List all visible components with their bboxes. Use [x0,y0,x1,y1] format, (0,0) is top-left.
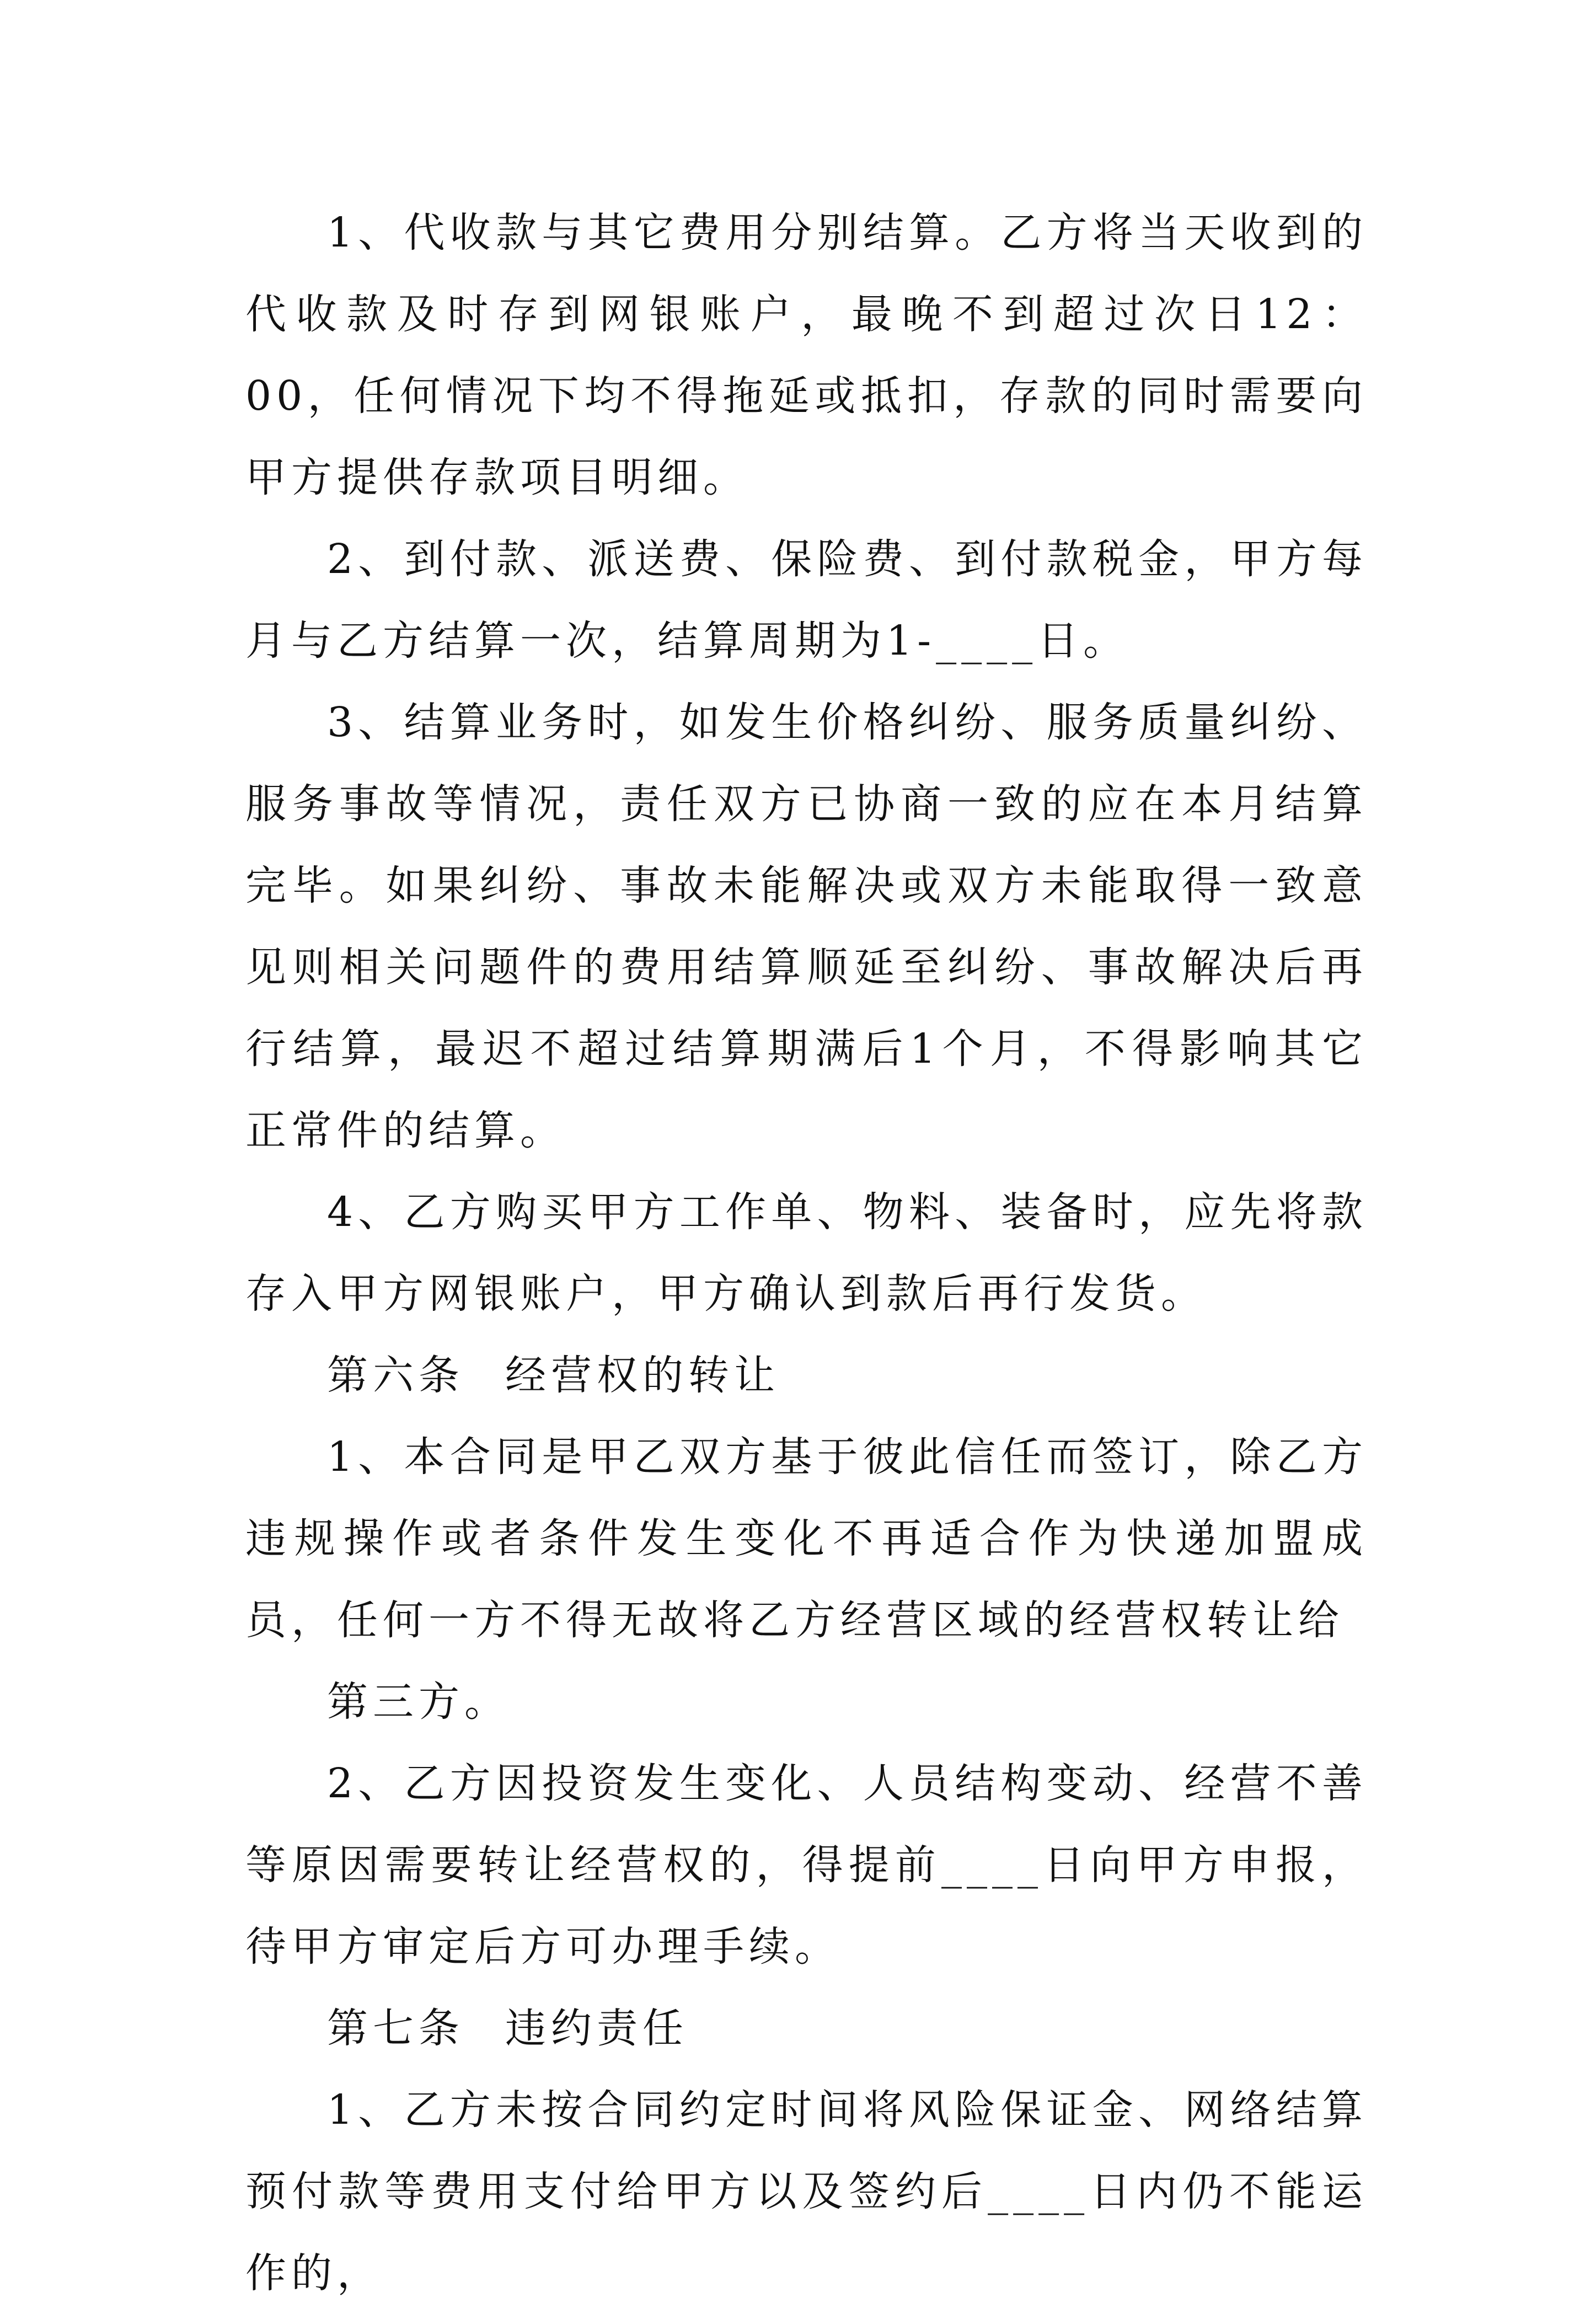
paragraph-transfer-procedure: 2、乙方因投资发生变化、人员结构变动、经营不善等原因需要转让经营权的，得提前____日向甲方申报，待甲方审定后方可办理手续。 [245,1760,1368,1970]
paragraph-settlement-disputes: 3、结算业务时，如发生价格纠纷、服务质量纠纷、服务事故等情况，责任双方已协商一致的应在本月结算完毕。如果纠纷、事故未能解决或双方未能取得一致意见则相关问题件的费用结算顺延至纠纷、事故解决后再行结算，最迟不超过结算期满后1个月，不得影响其它正常件的结算。 [245,699,1368,1154]
document-body [245,192,1368,2314]
paragraph-purchase-payment: 4、乙方购买甲方工作单、物料、装备时，应先将款存入甲方网银账户，甲方确认到款后再行发货。 [245,1188,1368,1317]
article-7-title: 违约责任 [505,2005,688,2052]
article-7-heading [245,1988,1368,2069]
paragraph-third-party: 第三方。 [327,1678,510,1726]
article-7-number: 第七条 [327,2005,464,2052]
paragraph-settlement-collection: 1、代收款与其它费用分别结算。乙方将当天收到的代收款及时存到网银账户，最晚不到超过次日12：00，任何情况下均不得拖延或抵扣，存款的同时需要向甲方提供存款项目明细。 [245,209,1368,501]
article-6-title: 经营权的转让 [505,1352,780,1399]
paragraph-settlement-cycle: 2、到付款、派送费、保险费、到付款税金，甲方每月与乙方结算一次，结算周期为1-____日。 [245,535,1368,665]
paragraph-transfer-restriction: 1、本合同是甲乙双方基于彼此信任而签订，除乙方违规操作或者条件发生变化不再适合作为快递加盟成员，任何一方不得无故将乙方经营区域的经营权转让给 [245,1433,1368,1644]
article-6-number: 第六条 [327,1352,464,1399]
paragraph-breach-payment: 1、乙方未按合同约定时间将风险保证金、网络结算预付款等费用支付给甲方以及签约后____日内仍不能运作的， [245,2086,1368,2297]
article-6-heading [245,1335,1368,1416]
